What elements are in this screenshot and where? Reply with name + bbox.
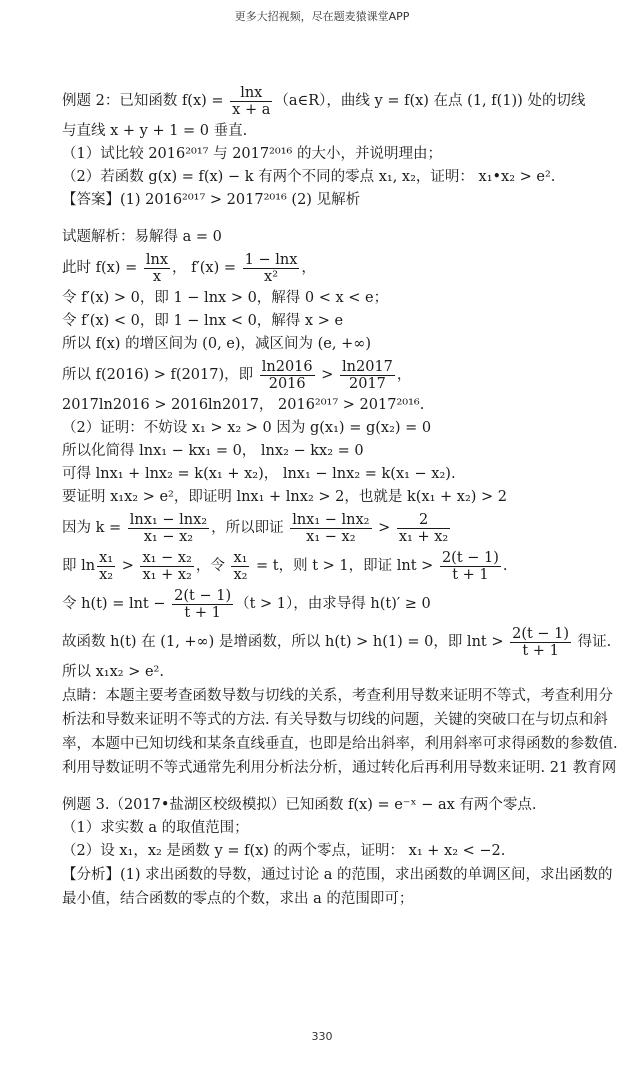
fraction: $\frac{2(t - 1)}{t + 1}$ <box>441 549 499 583</box>
fraction: $\frac{1 - \ln x}{\text{x²}}$ <box>244 251 298 285</box>
solution-line: 令 f′(x) < 0，即 1 − lnx < 0，解得 x > e <box>62 313 344 329</box>
document-body <box>62 82 622 911</box>
fraction: $\frac{\text{lnx₁ − lnx₂}}{\text{x₁ − x₂}}$ <box>292 511 370 545</box>
ex2-question-1: （1）试比较 2016²⁰¹⁷ 与 2017²⁰¹⁶ 的大小，并说明理由； <box>62 146 442 162</box>
solution-line: 令 h(t) = lnt − $\frac{2(t - 1)}{t + 1}$ （t > 1），由求导得 h(t)′ ≥ 0 <box>62 587 431 621</box>
fraction: $\frac{\text{x₁ − x₂}}{\text{x₁ + x₂}}$ <box>142 549 192 583</box>
fraction: $\frac{2}{\text{x₁ + x₂}}$ <box>398 511 449 545</box>
solution-line: 令 f′(x) > 0，即 1 − lnx > 0，解得 0 < x < e； <box>62 290 389 306</box>
ex3-question-1: （1）求实数 a 的取值范围； <box>62 820 249 836</box>
page-header: 更多大招视频，尽在题麦猿课堂APP <box>234 10 410 23</box>
solution-line: 所以 f(x) 的增区间为 (0, e)，减区间为 (e, +∞) <box>62 336 371 352</box>
solution-line: 故函数 h(t) 在 (1, +∞) 是增函数，所以 h(t) > h(1) = 0，即 lnt > $\frac{2(t - 1)}{t + 1}$ 得证. <box>62 625 612 659</box>
ex3-statement: 例题 3.（2017•盐湖区校级模拟）已知函数 f(x) = e⁻ˣ − ax 有两个零点. <box>62 797 537 813</box>
ex2-answer: 【答案】(1) 2016²⁰¹⁷ > 2017²⁰¹⁶ (2) 见解析 <box>62 192 361 208</box>
fraction: $\frac{\text{x₁}}{\text{x₂}}$ <box>99 549 114 583</box>
solution-line: 即 ln $\frac{\text{x₁}}{\text{x₂}}$ > $\frac{\text{x₁ − x₂}}{\text{x₁ + x₂}}$ ，令 $\frac{\text{x₁}}{\text{x₂}}$ = t，则 t > 1，即证 lnt > $\frac{2(t - 1)}{t + 1}$ . <box>62 549 508 583</box>
solution-line: 所以 x₁x₂ > e². <box>62 664 164 680</box>
fraction: $\frac{\ln x}{x}$ <box>145 251 168 285</box>
solution-line: 所以化简得 lnx₁ − kx₁ = 0， lnx₂ − kx₂ = 0 <box>62 443 364 459</box>
solution-line: （2）证明：不妨设 x₁ > x₂ > 0 因为 g(x₁) = g(x₂) = 0 <box>62 420 432 436</box>
fraction: $\frac{2(t - 1)}{t + 1}$ <box>174 587 232 621</box>
solution-line: 此时 f(x) = $\frac{\ln x}{x}$ ， f′(x) = $\frac{1 - \ln x}{\text{x²}}$ ， <box>62 251 316 285</box>
page-number: 330 <box>311 1030 333 1043</box>
solution-comment: 点睛：本题主要考查函数导数与切线的关系，考查利用导数来证明不等式，考查利用分析法和导数来证明不等式的方法. 有关导数与切线的问题，关键的突破口在与切点和斜率，本题中已知切线和某条直线垂直，也即是给出斜率，利用斜率可求得函数的参数值. 利用导数证明不等式通常先利用分析法分析，通过转化后再利用导数来证明. 21 教育网 <box>62 688 618 776</box>
solution-line: 试题解析：易解得 a = 0 <box>62 229 222 245</box>
solution-line: 2017ln2016 > 2016ln2017， 2016²⁰¹⁷ > 2017²⁰¹⁶. <box>62 397 425 413</box>
ex2-statement-line1: 例题 2：已知函数 f(x) = $\frac{\ln x}{x + a}$ （a∈R），曲线 y = f(x) 在点 (1, f(1)) 处的切线 <box>62 84 586 118</box>
solution-line: 可得 lnx₁ + lnx₂ = k(x₁ + x₂)， lnx₁ − lnx₂ = k(x₁ − x₂). <box>62 466 456 482</box>
ex3-question-2: （2）设 x₁，x₂ 是函数 y = f(x) 的两个零点，证明： x₁ + x₂ < −2. <box>62 843 506 859</box>
ex3-analysis: 【分析】(1) 求出函数的导数，通过讨论 a 的范围，求出函数的单调区间，求出函数的最小值，结合函数的零点的个数，求出 a 的范围即可； <box>62 867 613 907</box>
solution-line: 因为 k = $\frac{\text{lnx₁ − lnx₂}}{\text{x₁ − x₂}}$ ，所以即证 $\frac{\text{lnx₁ − lnx₂}}{\text{x₁ − x₂}}$ > $\frac{2}{\text{x₁ + x₂}}$ <box>62 511 449 545</box>
solution-line: 要证明 x₁x₂ > e²，即证明 lnx₁ + lnx₂ > 2，也就是 k(x₁ + x₂) > 2 <box>62 489 508 505</box>
fraction: $\frac{\text{x₁}}{\text{x₂}}$ <box>233 549 248 583</box>
fraction: $\frac{\ln 2017}{2017}$ <box>342 358 393 392</box>
fraction: $\frac{\ln x}{x + a}$ <box>232 84 271 118</box>
ex2-statement-line2: 与直线 x + y + 1 = 0 垂直. <box>62 123 248 139</box>
fraction: $\frac{\text{lnx₁ − lnx₂}}{\text{x₁ − x₂}}$ <box>129 511 208 545</box>
fraction: $\frac{\ln 2016}{2016}$ <box>261 358 313 392</box>
solution-line: 所以 f(2016) > f(2017)，即 $\frac{\ln 2016}{2016}$ > $\frac{\ln 2017}{2017}$ ， <box>62 358 412 392</box>
ex2-question-2: （2）若函数 g(x) = f(x) − k 有两个不同的零点 x₁, x₂，证明： x₁•x₂ > e². <box>62 169 556 185</box>
fraction: $\frac{2(t - 1)}{t + 1}$ <box>512 625 570 659</box>
